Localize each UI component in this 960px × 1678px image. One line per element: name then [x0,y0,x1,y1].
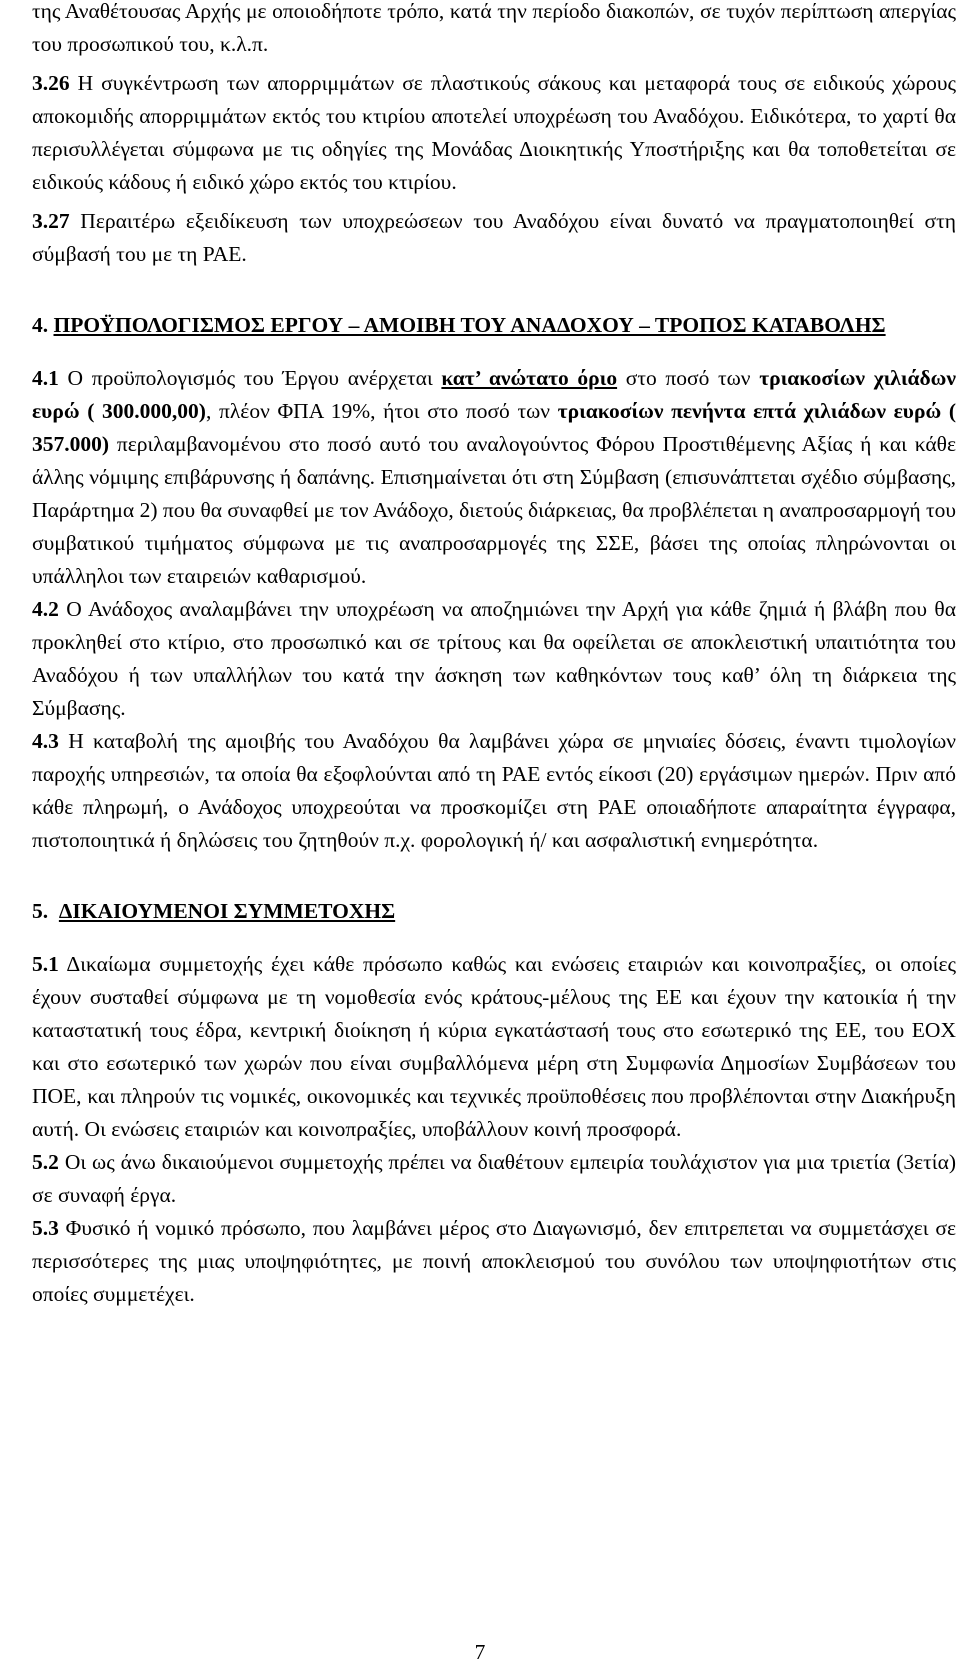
section-title: ΔΙΚΑΙΟΥΜΕΝΟΙ ΣΥΜΜΕΤΟΧΗΣ [58,899,396,923]
section-number: 5. [32,899,49,923]
paragraph-number: 3.26 [32,71,70,95]
paragraph-text: Ο προϋπολογισμός του Έργου ανέρχεται [58,366,442,390]
paragraph-text: , πλέον ΦΠΑ 19%, ήτοι στο ποσό των [205,399,558,423]
paragraph-4-1 [32,362,956,593]
paragraph-text: Φυσικό ή νομικό πρόσωπο, που λαμβάνει μέρος στο Διαγωνισμό, δεν επιτρεπεται να συμμετάσχει σε περισσότερες της μιας υποψηφιότητες, με ποινή αποκλεισμού του συνόλου των υποψηφιοτήτων στις οποίες συμμετέχει. [32,1216,956,1306]
section-5-heading [32,895,956,928]
paragraph-continued: της Αναθέτουσας Αρχής με οποιοδήποτε τρόπο, κατά την περίοδο διακοπών, σε τυχόν περίπτωση απεργίας του προσωπικού του, κ.λ.π. [32,0,956,56]
section-number: 4. [32,313,49,337]
amount-gross: τριακοσίων πενήντα επτά χιλιάδων ευρώ ( 357.000) [32,399,956,456]
page-number: 7 [474,1640,486,1664]
paragraph-text: Ο Ανάδοχος αναλαμβάνει την υποχρέωση να αποζημιώνει την Αρχή για κάθε ζημιά ή βλάβη που θα προκληθεί στο κτίριο, στο προσωπικό και σε τρίτους και θα οφείλεται σε αποκλειστική υπαιτιότητα του Αναδόχου ή των υπαλλήλων του κατά την άσκηση των καθηκόντων τους καθ’ όλη τη διάρκεια της Σύμβασης. [32,597,956,720]
document-page [32,0,956,1311]
paragraph-number: 5.2 [32,1150,59,1174]
paragraph-number: 5.3 [32,1216,59,1240]
paragraph-5-2 [32,1146,956,1212]
section-title: ΠΡΟΫΠΟΛΟΓΙΣΜΟΣ ΕΡΓΟΥ – ΑΜΟΙΒΗ ΤΟΥ ΑΝΑΔΟΧΟΥ – ΤΡΟΠΟΣ ΚΑΤΑΒΟΛΗΣ [53,313,886,337]
amount-net: τριακοσίων χιλιάδων ευρώ ( 300.000,00) [32,366,957,423]
paragraph-text: περιλαμβανομένου στο ποσό αυτό του αναλογούντος Φόρου Προστιθέμενης Αξίας ή και κάθε άλλης νόμιμης επιβάρυνσης ή δαπάνης. Επισημαίνεται ότι στη Σύμβαση (επισυνάπτεται σχέδιο σύμβασης, Παράρτημα 2) που θα συναφθεί με τον Ανάδοχο, διετούς διάρκειας, θα προβλέπεται η αναπροσαρμογή του συμβατικού τιμήματος σύμφωνα με τις αναπροσαρμογές της ΣΣΕ, βάσει της οποίας πληρώνονται οι υπάλληλοι των εταιρειών καθαρισμού. [32,432,956,588]
paragraph-number: 5.1 [32,952,59,976]
paragraph-3-27 [32,205,956,271]
paragraph-text: στο ποσό των [617,366,760,390]
paragraph-number: 3.27 [32,209,70,233]
paragraph-number: 4.1 [32,366,59,390]
paragraph-4-2 [32,593,956,725]
paragraph-text: Η συγκέντρωση των απορριμμάτων σε πλαστικούς σάκους και μεταφορά τους σε ειδικούς χώρους αποκομιδής απορριμμάτων εκτός του κτιρίου αποτελεί υποχρέωση του Αναδόχου. Ειδικότερα, το χαρτί θα περισυλλέγεται σύμφωνα με τις οδηγίες της Μονάδας Διοικητικής Υποστήριξης και θα τοποθετείται σε ειδικούς κάδους ή ειδικό χώρο εκτός του κτιρίου. [32,71,956,194]
paragraph-text: Περαιτέρω εξειδίκευση των υποχρεώσεων του Αναδόχου είναι δυνατό να πραγματοποιηθεί στη σύμβασή του με τη ΡΑΕ. [32,209,956,266]
section-4-heading [32,309,956,342]
paragraph-number: 4.2 [32,597,59,621]
emphasis-max-limit: κατ’ ανώτατο όριο [441,366,618,390]
paragraph-5-3 [32,1212,956,1311]
paragraph-4-3 [32,725,956,857]
paragraph-5-1 [32,948,956,1146]
paragraph-text: Η καταβολή της αμοιβής του Αναδόχου θα λαμβάνει χώρα σε μηνιαίες δόσεις, έναντι τιμολογίων παροχής υπηρεσιών, τα οποία θα εξοφλούνται από τη ΡΑΕ εντός είκοσι (20) εργάσιμων ημερών. Πριν από κάθε πληρωμή, ο Ανάδοχος υποχρεούται να προσκομίζει στη ΡΑΕ οποιαδήποτε απαραίτητα έγγραφα, πιστοποιητικά ή δηλώσεις του ζητηθούν π.χ. φορολογική ή/ και ασφαλιστική ενημερότητα. [32,729,956,852]
paragraph-number: 4.3 [32,729,59,753]
paragraph-text: Δικαίωμα συμμετοχής έχει κάθε πρόσωπο καθώς και ενώσεις εταιριών και κοινοπραξίες, οι οποίες έχουν συσταθεί σύμφωνα με τη νομοθεσία ενός κράτους-μέλους της ΕΕ και έχουν την κατοικία ή την καταστατική τους έδρα, κεντρική διοίκηση ή κύρια εγκατάστασή τους στο εσωτερικό της ΕΕ, του ΕΟΧ και στο εσωτερικό των χωρών που είναι συμβαλλόμενα μέρη στη Συμφωνία Δημοσίων Συμβάσεων του ΠΟΕ, και πληρούν τις νομικές, οικονομικές και τεχνικές προϋποθέσεις που προβλέπονται στην Διακήρυξη αυτή. Οι ενώσεις εταιριών και κοινοπραξίες, υποβάλλουν κοινή προσφορά. [32,952,956,1141]
paragraph-text: Οι ως άνω δικαιούμενοι συμμετοχής πρέπει να διαθέτουν εμπειρία τουλάχιστον για μια τριετία (3ετία) σε συναφή έργα. [32,1150,956,1207]
paragraph-3-26 [32,67,956,199]
